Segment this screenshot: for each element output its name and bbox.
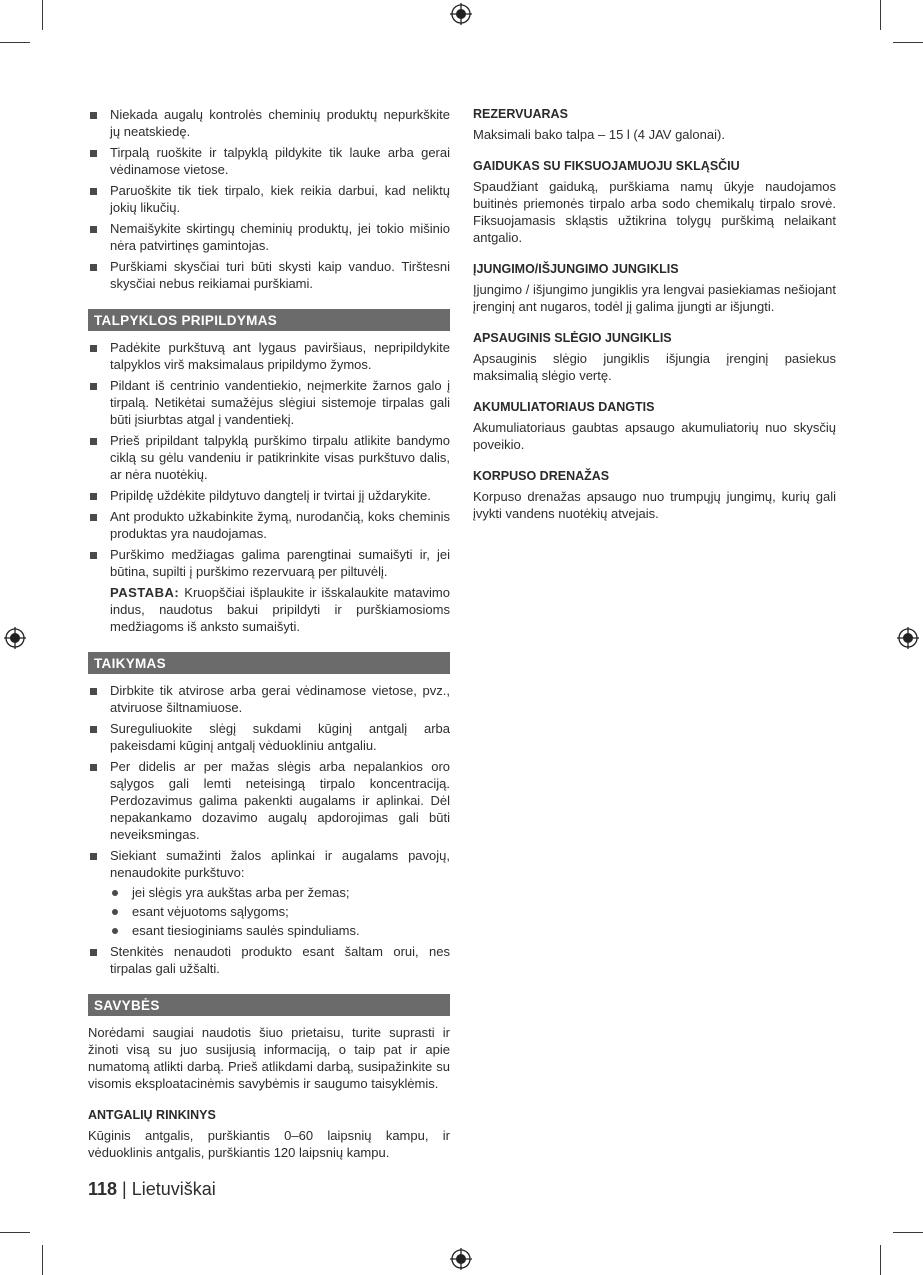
list-item: Purškiami skysčiai turi būti skysti kaip vanduo. Tirštesni skysčiai nebus reikiamai purškiami. [88, 258, 450, 292]
section-heading-apply: TAIKYMAS [88, 652, 450, 674]
list-item: Prieš pripildant talpyklą purškimo tirpalu atlikite bandymo ciklą su gėlu vandeniu ir patikrinkite visas purkštuvo dalis, ar nėra nuotėkių. [88, 432, 450, 483]
section-heading-fill: TALPYKLOS PRIPILDYMAS [88, 309, 450, 331]
note-paragraph [110, 584, 450, 635]
note-text: Kruopščiai išplaukite ir išskalaukite matavimo indus, naudotus bakui pripildyti ir purškiamosioms medžiagoms iš anksto sumaišyti. [110, 585, 450, 634]
list-item-text: Siekiant sumažinti žalos aplinkai ir augalams pavojų, nenaudokite purkštuvo: [110, 848, 450, 880]
crop-mark [42, 0, 43, 30]
list-item: Sureguliuokite slėgį sukdami kūginį antgalį arba pakeisdami kūginį antgalį vėduokliniu antgaliu. [88, 720, 450, 754]
tank-heading: REZERVUARAS [473, 107, 568, 121]
power-switch-text: Įjungimo / išjungimo jungiklis yra lengvai pasiekiamas nešiojant įrenginį ant nugaros, todėl jį galima įjungti ar išjungti. [473, 282, 836, 314]
list-item: Paruoškite tik tiek tirpalo, kiek reikia darbui, kad neliktų jokių likučių. [88, 182, 450, 216]
battery-cover-text: Akumuliatoriaus gaubtas apsaugo akumuliatorių nuo skysčių poveikio. [473, 420, 836, 452]
power-switch-heading: ĮJUNGIMO/IŠJUNGIMO JUNGIKLIS [473, 262, 679, 276]
crop-mark [880, 0, 881, 30]
list-item [88, 847, 450, 939]
section-heading-features: SAVYBĖS [88, 994, 450, 1016]
fill-bullet-list [88, 339, 450, 580]
crop-mark [893, 1232, 923, 1233]
list-item: Niekada augalų kontrolės cheminių produktų nepurkškite jų neatskiedę. [88, 106, 450, 140]
crop-mark [0, 42, 30, 43]
sub-bullet-list [110, 884, 450, 939]
sub-list-item: jei slėgis yra aukštas arba per žemas; [110, 884, 450, 901]
features-intro: Norėdami saugiai naudotis šiuo prietaisu, turite suprasti ir žinoti visą su juo susijusią informaciją, o taip pat ir apie numatomą atlikti darbą. Prieš atlikdami darbą, susipažinkite su visomis eksploatacinėmis savybėmis ir saugumo taisyklėmis. [88, 1025, 450, 1091]
right-column [473, 106, 836, 537]
list-item: Per didelis ar per mažas slėgis arba nepalankios oro sąlygos gali lemti neteisingą tirpalo koncentraciją. Perdozavimus galima pakenkti augalams ir aplinkai. Dėl nepakankamo dozavimo augalų apdorojimas gali būti neveiksmingas. [88, 758, 450, 843]
footer-language: Lietuviškai [131, 1179, 216, 1199]
list-item: Tirpalą ruoškite ir talpyklą pildykite tik lauke arba gerai vėdinamose vietose. [88, 144, 450, 178]
footer-separator: | [117, 1179, 132, 1199]
page-footer [88, 1181, 216, 1198]
crop-mark [0, 1232, 30, 1233]
sub-list-item: esant vėjuotoms sąlygoms; [110, 903, 450, 920]
pressure-switch-heading: APSAUGINIS SLĖGIO JUNGIKLIS [473, 331, 672, 345]
list-item: Dirbkite tik atvirose arba gerai vėdinamose vietose, pvz., atviruose šiltnamiuose. [88, 682, 450, 716]
crop-mark [893, 42, 923, 43]
registration-mark-icon [450, 1248, 472, 1270]
sub-list-item: esant tiesioginiams saulės spinduliams. [110, 922, 450, 939]
list-item: Pripildę uždėkite pildytuvo dangtelį ir tvirtai jį uždarykite. [88, 487, 450, 504]
list-item: Stenkitės nenaudoti produkto esant šaltam orui, nes tirpalas gali užšalti. [88, 943, 450, 977]
list-item: Nemaišykite skirtingų cheminių produktų, jei tokio mišinio nėra patvirtinęs gamintojas. [88, 220, 450, 254]
trigger-text: Spaudžiant gaiduką, purškiama namų ūkyje naudojamos buitinės priemonės tirpalo arba sodo chemikalų tirpalo srovė. Fiksuojamasis skląstis užtikrina tolygų purškimą nelaikant antgalio. [473, 179, 836, 245]
page-number: 118 [88, 1179, 118, 1199]
apply-bullet-list [88, 682, 450, 977]
crop-mark [42, 1245, 43, 1275]
registration-mark-icon [450, 3, 472, 25]
nozzle-heading: ANTGALIŲ RINKINYS [88, 1108, 216, 1122]
tank-text: Maksimali bako talpa – 15 l (4 JAV galonai). [473, 127, 725, 142]
list-item: Padėkite purkštuvą ant lygaus paviršiaus, nepripildykite talpyklos virš maksimalaus pripildymo žymos. [88, 339, 450, 373]
left-column [88, 106, 450, 1176]
registration-mark-icon [897, 627, 919, 649]
pressure-switch-text: Apsauginis slėgio jungiklis išjungia įrenginį pasiekus maksimalią slėgio vertę. [473, 351, 836, 383]
note-label: PASTABA: [110, 585, 180, 600]
battery-cover-heading: AKUMULIATORIAUS DANGTIS [473, 400, 655, 414]
list-item: Pildant iš centrinio vandentiekio, neįmerkite žarnos galo į tirpalą. Netikėtai sumažėjus slėgiui sistemoje tirpalas gali būti įsiurbtas atgal į vandentiekį. [88, 377, 450, 428]
crop-mark [880, 1245, 881, 1275]
drain-text: Korpuso drenažas apsaugo nuo trumpųjų jungimų, kurių gali įvykti vandens nuotėkių atvejais. [473, 489, 836, 521]
drain-heading: KORPUSO DRENAŽAS [473, 469, 610, 483]
list-item: Purškimo medžiagas galima parengtinai sumaišyti ir, jei būtina, supilti į purškimo rezervuarą per piltuvėlį. [88, 546, 450, 580]
trigger-heading: GAIDUKAS SU FIKSUOJAMUOJU SKLĄSČIU [473, 159, 740, 173]
registration-mark-icon [4, 627, 26, 649]
nozzle-text: Kūginis antgalis, purškiantis 0–60 laipsnių kampu, ir vėduoklinis antgalis, purškiantis 120 laipsnių kampu. [88, 1128, 450, 1160]
intro-bullet-list [88, 106, 450, 292]
list-item: Ant produkto užkabinkite žymą, nurodančią, koks cheminis produktas yra naudojamas. [88, 508, 450, 542]
